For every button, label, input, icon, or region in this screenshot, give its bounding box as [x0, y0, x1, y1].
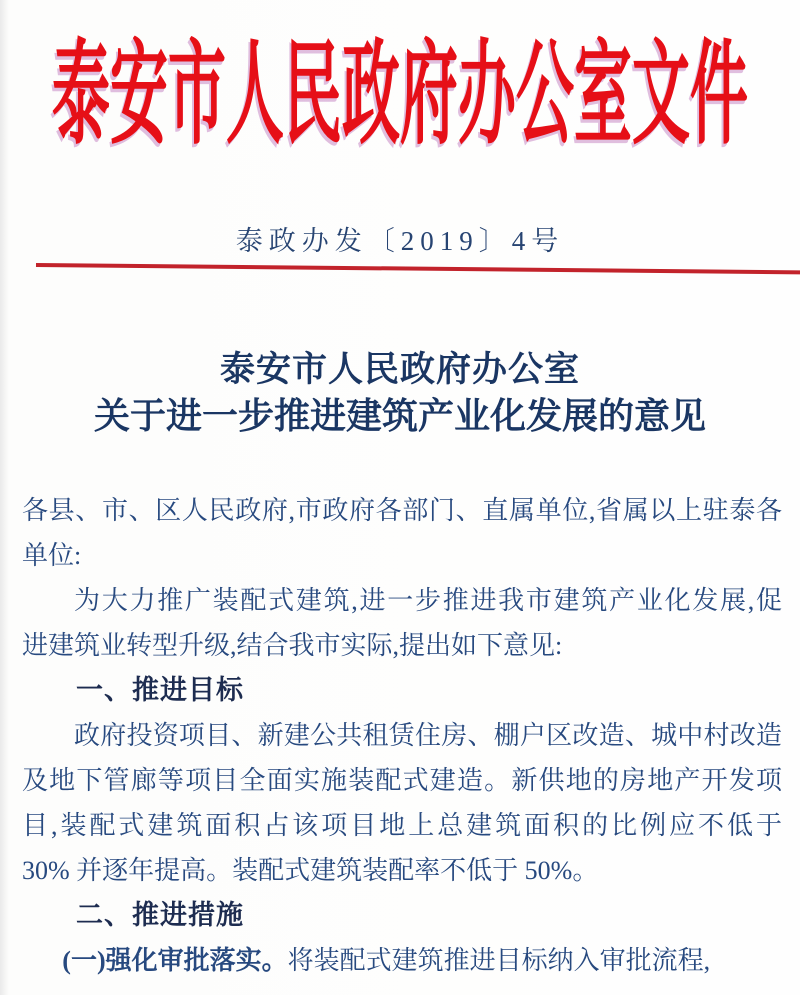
section-2-item-1 — [22, 938, 782, 983]
document-number: 泰政办发〔2019〕4号 — [235, 226, 565, 256]
section-1-line-1: 政府投资项目、新建公共租赁住房、棚户区改造、城中村改造 — [74, 721, 782, 750]
section-1-line-3: 目,装配式建筑面积占该项目地上总建筑面积的比例应不低于 — [22, 811, 782, 840]
salutation-line-1: 各县、市、区人民政府,市政府各部门、直属单位,省属以上驻泰各 — [22, 496, 782, 525]
section-1-heading: 一、推进目标 — [76, 675, 244, 705]
red-divider-rule — [36, 263, 800, 274]
section-1-line-4: 30% 并逐年提高。装配式建筑装配率不低于 50%。 — [22, 856, 599, 885]
intro-line-1: 为大力推广装配式建筑,进一步推进我市建筑产业化发展,促 — [74, 586, 782, 615]
document-title — [0, 346, 800, 440]
document-title-issuer: 泰安市人民政府办公室 — [219, 350, 580, 389]
section-2-heading: 二、推进措施 — [76, 900, 244, 930]
document-body — [22, 488, 782, 983]
salutation-line-2: 单位: — [22, 541, 82, 570]
document-title-subject: 关于进一步推进建筑产业化发展的意见 — [93, 396, 706, 436]
letterhead-banner-text: 泰安市人民政府办公室文件 — [51, 31, 748, 159]
section-1-line-2: 及地下管廊等项目全面实施装配式建造。新供地的房地产开发项 — [22, 766, 782, 795]
letterhead-banner — [0, 24, 800, 159]
section-2-item-1-text: 将装配式建筑推进目标纳入审批流程, — [287, 946, 711, 975]
section-2-item-1-lead: (一)强化审批落实。 — [62, 946, 288, 975]
intro-line-2: 进建筑业转型升级,结合我市实际,提出如下意见: — [22, 631, 563, 660]
